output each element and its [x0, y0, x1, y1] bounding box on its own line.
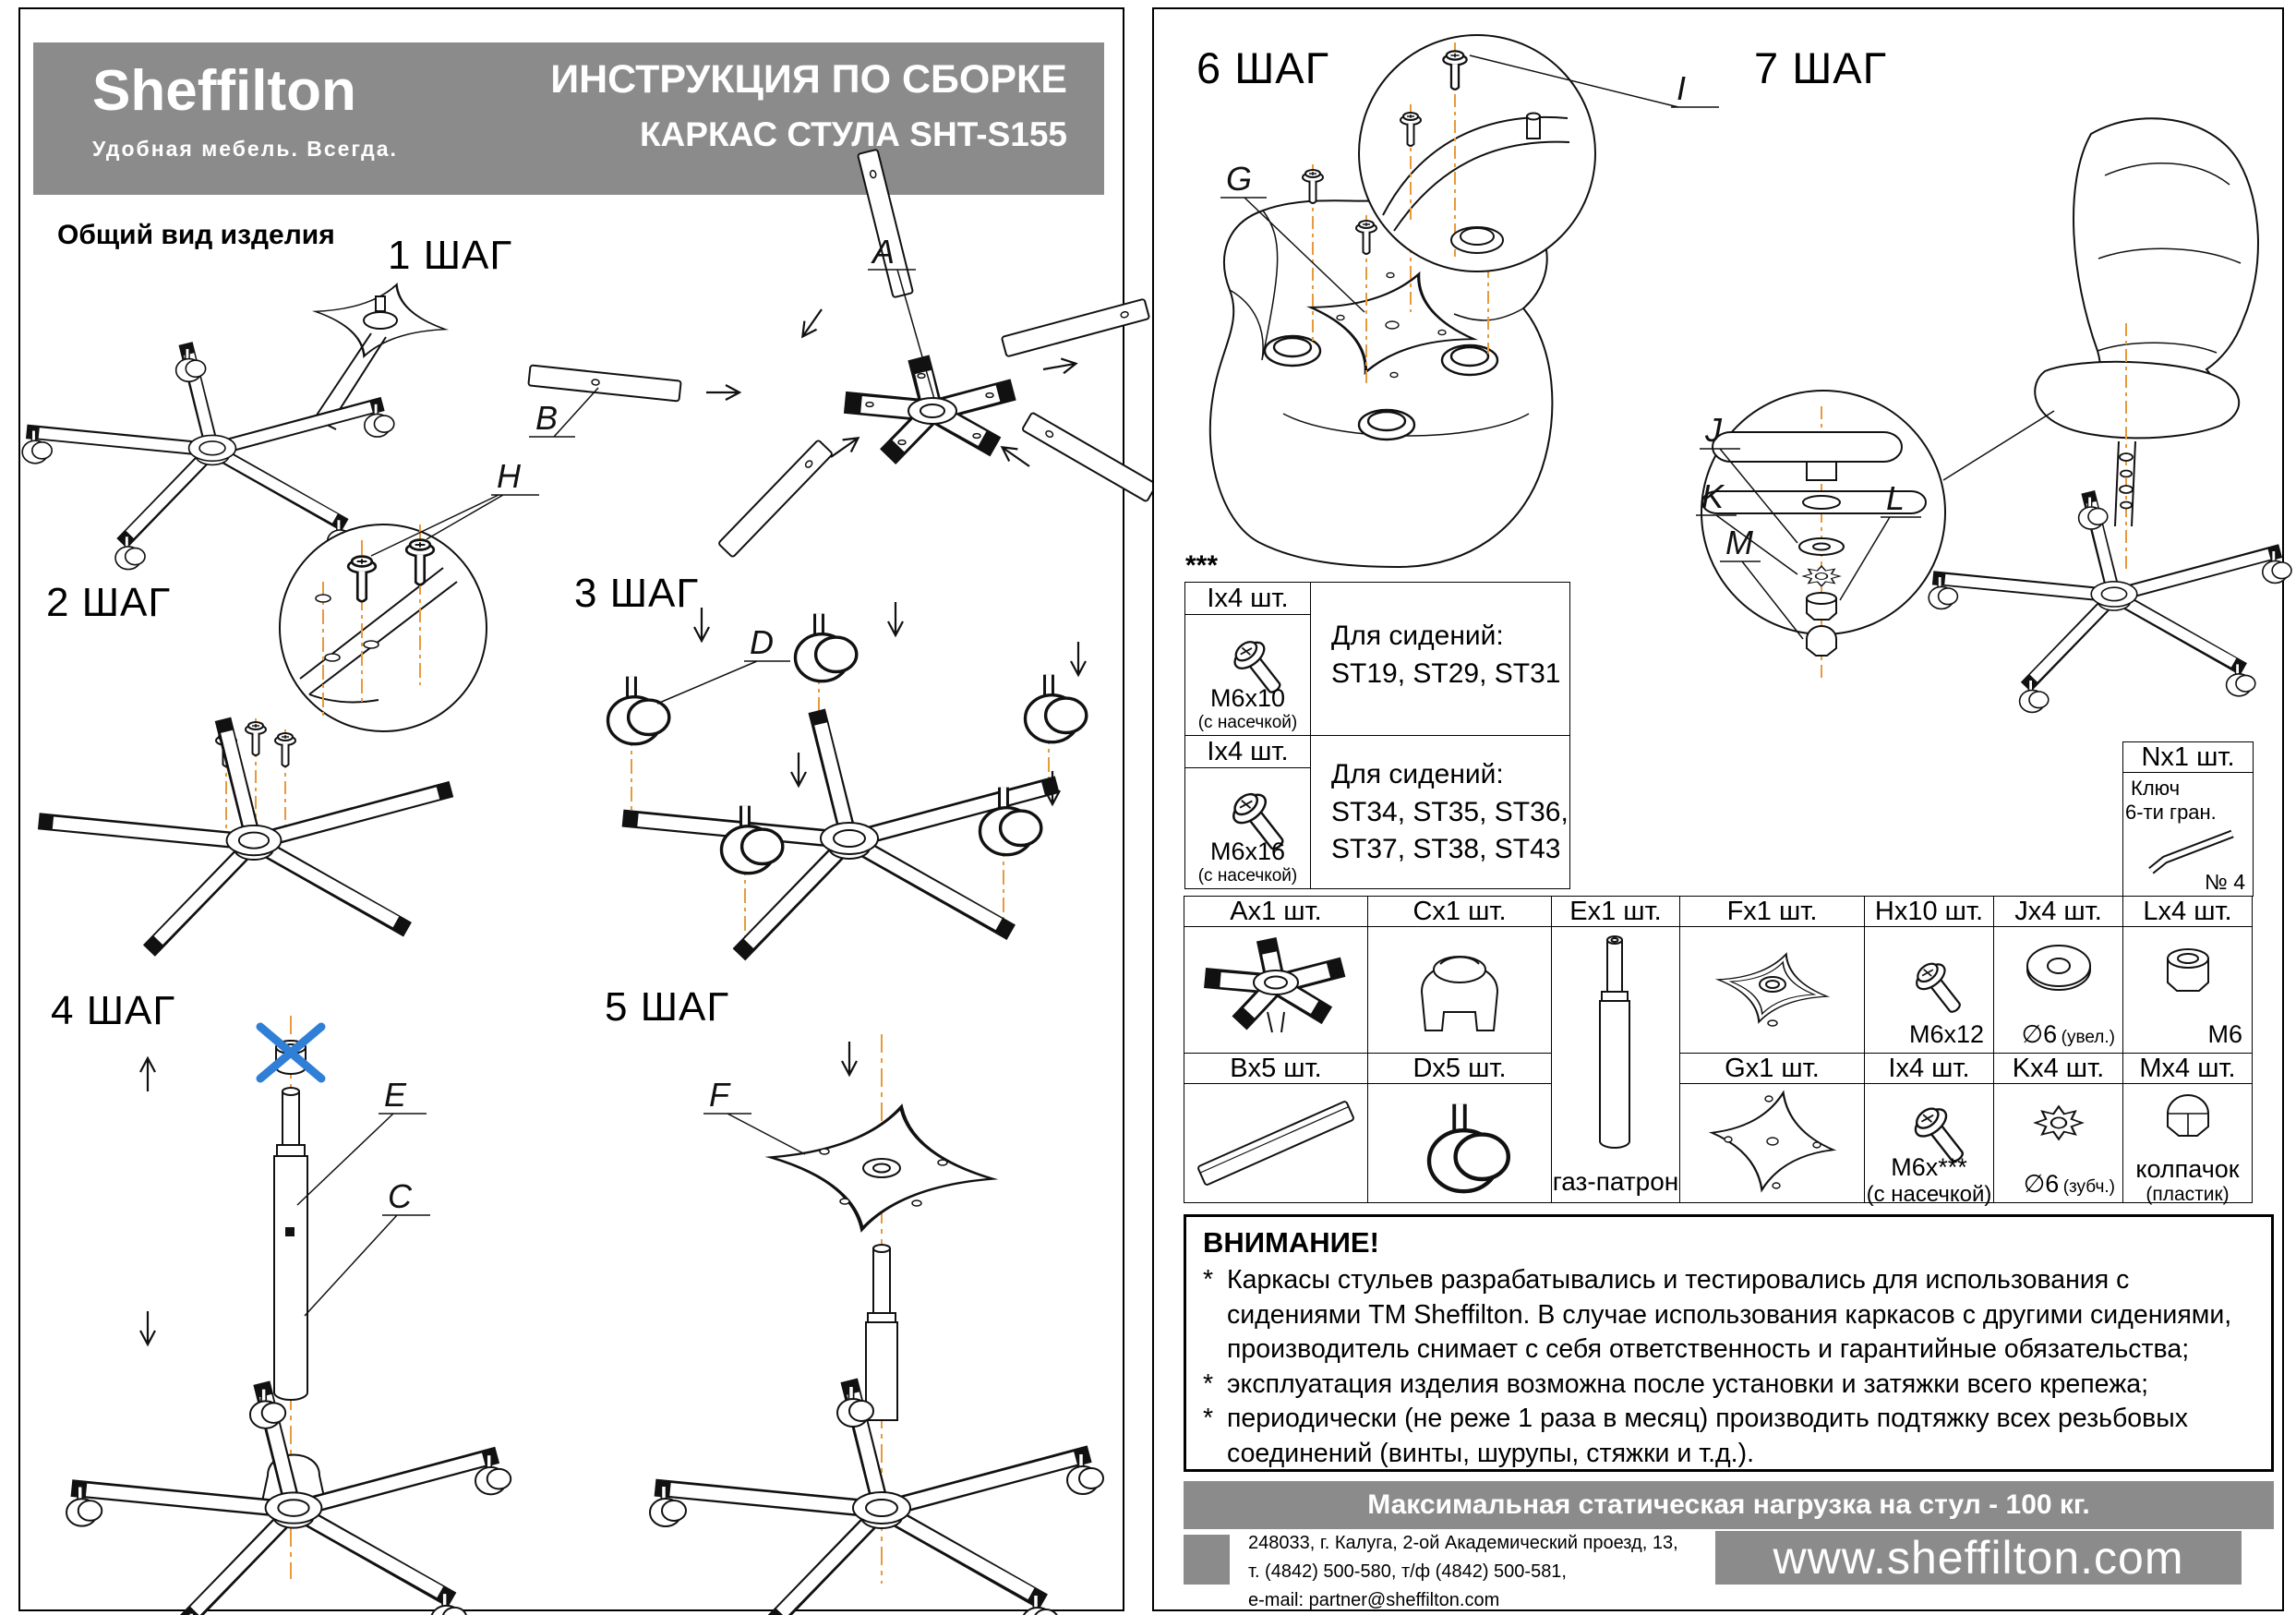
hex-key-name2: 6-ти гран. — [2125, 801, 2217, 824]
part-I-note: (с насечкой) — [1866, 1182, 1992, 1207]
part-F-icon — [1680, 927, 1864, 1053]
overview-label: Общий вид изделия — [57, 220, 335, 250]
screw-row2-desc1: Для сидений: — [1331, 759, 1504, 789]
screw-row2-qty-cell — [1184, 735, 1311, 768]
part-B-qty: Bx5 шт. — [1184, 1054, 1367, 1084]
warning-box — [1184, 1214, 2274, 1472]
screw-row2-desc-cell — [1310, 735, 1570, 889]
footer-address — [1248, 1529, 1678, 1615]
part-cell-F — [1679, 896, 1865, 1054]
part-D-icon — [1368, 1084, 1551, 1202]
part-cell-D — [1367, 1053, 1552, 1203]
part-label-H: H — [497, 457, 521, 495]
part-K-note: (зубч.) — [2062, 1177, 2115, 1197]
part-H-size: M6x12 — [1908, 1020, 1984, 1048]
warning-bullet: * — [1203, 1368, 1214, 1399]
hex-key-box — [2122, 741, 2254, 897]
step-6-label: 6 ШАГ — [1196, 43, 1330, 92]
step-4-drawing — [55, 1006, 535, 1597]
screw-row2-desc3: ST37, ST38, ST43 — [1331, 834, 1561, 864]
screw-row2-note: (с насечкой) — [1197, 866, 1298, 886]
part-cell-H — [1864, 896, 1994, 1054]
footer-accent-square — [1184, 1535, 1230, 1585]
step-3-drawing — [572, 591, 1108, 979]
screw-row1-qty: Ix4 шт. — [1207, 584, 1289, 613]
step-3-label: 3 ШАГ — [574, 571, 700, 616]
screw-row1-desc2: ST19, ST29, ST31 — [1331, 657, 1561, 689]
part-cell-A — [1184, 896, 1368, 1054]
address-line2: т. (4842) 500-580, т/ф (4842) 500-581, — [1248, 1561, 1567, 1582]
part-label-C: C — [388, 1177, 412, 1215]
part-C-qty: Cx1 шт. — [1368, 897, 1551, 927]
warning-bullet: * — [1203, 1265, 1214, 1295]
part-label-A: A — [872, 233, 896, 271]
warning-item-text: эксплуатация изделия возможна после установки и затяжки всего крепежа; — [1227, 1368, 2149, 1399]
step-5-label: 5 ШАГ — [605, 984, 730, 1030]
part-J-qty: Jx4 шт. — [1994, 897, 2122, 927]
screw-m6x16-icon — [1185, 768, 1310, 833]
part-L-icon — [2123, 927, 2252, 1012]
screw-m6x10-icon — [1185, 615, 1310, 680]
part-L-size: M6 — [2207, 1020, 2242, 1048]
warning-bullet: * — [1203, 1404, 1214, 1434]
doc-title — [462, 57, 1067, 154]
part-M-size: колпачок — [2135, 1155, 2240, 1183]
part-label-M: M — [1725, 524, 1753, 561]
part-K-qty: Kx4 шт. — [1994, 1054, 2122, 1084]
part-label-E: E — [384, 1076, 407, 1114]
brand-tagline: Удобная мебель. Всегда. — [92, 137, 398, 161]
part-label-K: K — [1701, 477, 1725, 515]
step-1-label: 1 ШАГ — [388, 233, 513, 278]
part-L-qty: Lx4 шт. — [2123, 897, 2252, 927]
part-J-icon — [1994, 927, 2122, 1012]
step-7-label: 7 ШАГ — [1754, 43, 1888, 92]
screw-row2-size: M6x16 — [1209, 838, 1286, 865]
part-M-icon — [2123, 1084, 2252, 1151]
hex-key-num: № 4 — [2205, 870, 2245, 894]
brand-logo: Sheffilton — [92, 59, 356, 123]
part-M-qty: Mx4 шт. — [2123, 1054, 2252, 1084]
screw-row2-qty: Ix4 шт. — [1207, 737, 1289, 766]
doc-title-line1: ИНСТРУКЦИЯ ПО СБОРКЕ — [550, 57, 1067, 102]
screw-row1-size: M6x10 — [1209, 684, 1286, 712]
part-E-label: газ-патрон — [1552, 1167, 1679, 1196]
part-G-qty: Gx1 шт. — [1680, 1054, 1864, 1084]
part-cell-G — [1679, 1053, 1865, 1203]
hex-key-name1: Ключ — [2131, 777, 2181, 800]
part-label-G: G — [1226, 160, 1253, 198]
part-H-qty: Hx10 шт. — [1865, 897, 1993, 927]
part-H-icon — [1865, 927, 1993, 1016]
part-label-L: L — [1886, 479, 1905, 517]
warning-item — [1203, 1402, 2254, 1471]
step-1-drawing — [499, 222, 1108, 536]
warning-item — [1203, 1263, 2254, 1368]
warning-item — [1203, 1368, 2254, 1403]
warning-item-text: периодически (не реже 1 раза в месяц) производить подтяжку всех резьбовых соединений (винты, шурупы, стяжки и т.д.). — [1227, 1404, 2189, 1469]
address-line1: 248033, г. Калуга, 2-ой Академический проезд, 13, — [1248, 1533, 1678, 1553]
part-C-icon — [1368, 927, 1551, 1053]
part-I-size: M6x*** — [1891, 1153, 1967, 1181]
part-M-note: (пластик) — [2146, 1184, 2230, 1205]
part-cell-K — [1993, 1053, 2123, 1203]
warning-title: ВНИМАНИЕ! — [1203, 1226, 1379, 1259]
part-K-icon — [1994, 1084, 2122, 1158]
step-2-label: 2 ШАГ — [46, 580, 172, 625]
website-banner: www.sheffilton.com — [1715, 1531, 2242, 1585]
address-line3: e-mail: partner@sheffilton.com — [1248, 1590, 1500, 1610]
screw-row1-qty-cell — [1184, 582, 1311, 615]
screw-row1-desc-cell — [1310, 582, 1570, 736]
screw-row1-desc1: Для сидений: — [1331, 621, 1504, 651]
part-cell-I — [1864, 1053, 1994, 1207]
step-4-label: 4 ШАГ — [51, 988, 176, 1033]
part-B-icon — [1184, 1084, 1367, 1202]
part-A-qty: Ax1 шт. — [1184, 897, 1367, 927]
doc-title-line2: КАРКАС СТУЛА SHT-S155 — [639, 115, 1067, 153]
warning-item-text: Каркасы стульев разрабатывались и тестировались для использования с сидениями ТМ Sheffilton. В случае использования каркасов с другими сидениями, производитель снимает с себя ответственность и гарантийные обязательства; — [1227, 1265, 2232, 1365]
part-label-F: F — [709, 1076, 729, 1114]
part-E-qty: Ex1 шт. — [1552, 897, 1679, 927]
part-I-qty: Ix4 шт. — [1865, 1054, 1993, 1084]
screw-row2-part-cell — [1184, 767, 1311, 889]
step-2-drawing — [37, 443, 554, 979]
screw-row1-note: (с насечкой) — [1197, 713, 1298, 732]
part-J-size: ∅6 — [2021, 1020, 2058, 1048]
part-cell-L — [2122, 896, 2253, 1054]
footnote-marker: *** — [1185, 550, 1219, 581]
max-load-banner: Максимальная статическая нагрузка на стул - 100 кг. — [1184, 1481, 2274, 1529]
step-5-drawing — [572, 1006, 1108, 1597]
part-cell-J — [1993, 896, 2123, 1054]
part-K-size: ∅6 — [2023, 1170, 2060, 1198]
part-J-note: (увел.) — [2061, 1028, 2115, 1047]
part-label-B: B — [535, 399, 559, 437]
part-label-I: I — [1677, 69, 1687, 107]
part-E-icon — [1552, 927, 1679, 1158]
part-D-qty: Dx5 шт. — [1368, 1054, 1551, 1084]
part-cell-M — [2122, 1053, 2253, 1203]
part-A-icon — [1184, 927, 1367, 1053]
parts-table — [1184, 896, 2253, 1207]
part-F-qty: Fx1 шт. — [1680, 897, 1864, 927]
screw-table — [1184, 582, 1570, 889]
part-label-J: J — [1705, 411, 1722, 449]
part-G-icon — [1680, 1084, 1864, 1202]
part-cell-E — [1551, 896, 1680, 1203]
step-7-drawing — [1694, 92, 2280, 693]
part-cell-C — [1367, 896, 1552, 1054]
screw-row1-part-cell — [1184, 614, 1311, 736]
hex-key-qty: Nx1 шт. — [2123, 742, 2253, 773]
part-label-D: D — [750, 623, 774, 661]
part-cell-B — [1184, 1053, 1368, 1203]
screw-row2-desc2: ST34, ST35, ST36, — [1331, 796, 1569, 827]
part-I-icon — [1865, 1084, 1993, 1149]
